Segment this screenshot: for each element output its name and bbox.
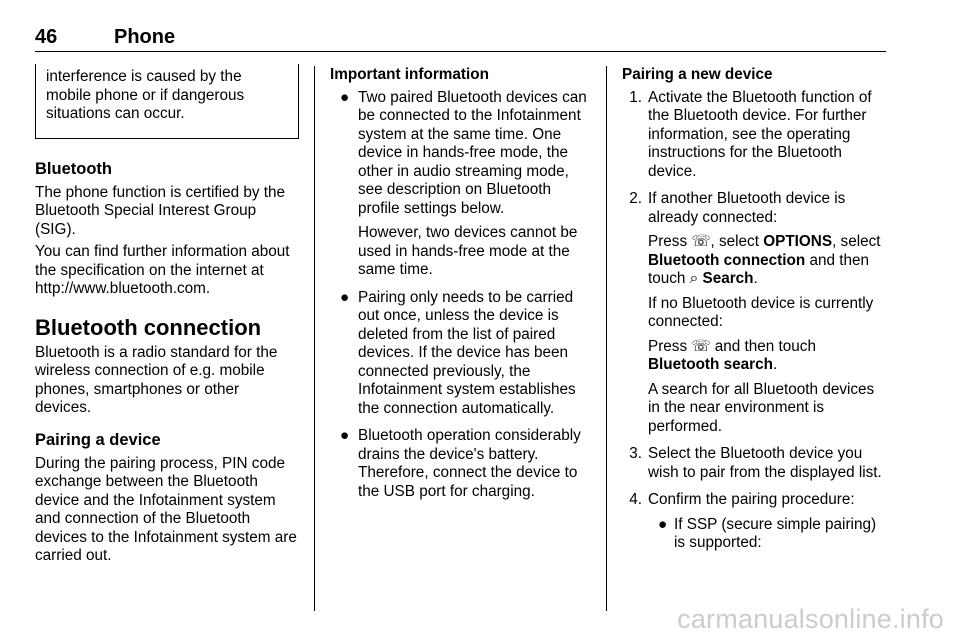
and-then-word: and then (809, 251, 870, 269)
step-4-sublist (648, 516, 888, 553)
bluetooth-connection-heading: Bluetooth connection (35, 314, 262, 340)
phone-icon: ☏ (691, 233, 711, 250)
bluetooth-heading: Bluetooth (35, 159, 112, 178)
bluetooth-paragraph-2: You can find further information about the specification on the internet at http://www.bluetooth.com. (35, 243, 290, 297)
step-number: 1. (629, 88, 642, 106)
period: . (753, 270, 758, 287)
note-text: interference is caused by the mobile phone or if dangerous situations can occur. (46, 68, 245, 122)
select-word: , select (710, 233, 759, 250)
step-4-text: Confirm the pairing procedure: (648, 491, 855, 508)
pairing-steps (622, 89, 888, 553)
bullet-3-text: Bluetooth operation considerably drains the device's battery. Therefore, connect the device to the USB port for charging. (358, 427, 581, 500)
options-label: OPTIONS (763, 233, 833, 250)
bullet-1-text: Two paired Bluetooth devices can be connected to the Infotainment system at the same time. One device in hands-free mode, the other in audio streaming mode, see description on Bluetooth profile settings below. (358, 88, 587, 217)
column-divider-right (606, 66, 607, 611)
press-word: Press (648, 233, 688, 250)
list-item (330, 89, 594, 280)
watermark: carmanualsonline.info (677, 604, 944, 634)
column-divider-left (314, 66, 315, 611)
bluetooth-connection-paragraph: Bluetooth is a radio standard for the wireless connection of e.g. mobile phones, smartphones or other devices. (35, 343, 278, 416)
step-2-instruction (648, 233, 888, 289)
list-item (648, 516, 888, 553)
bluetooth-connection-label: Bluetooth connection (648, 251, 806, 269)
step-number: 3. (629, 445, 642, 462)
bullet-icon: ● (658, 515, 668, 533)
and-then-touch-word: and then touch (714, 337, 816, 355)
list-item (622, 445, 888, 482)
bullet-2-text: Pairing only needs to be carried out once, unless the device is deleted from the list of paired devices. If the device has been connected previously, the Infotainment system establishes the connection automatically. (358, 288, 576, 417)
important-info-heading: Important information (330, 66, 489, 83)
bullet-icon: ● (340, 427, 350, 444)
column-right (622, 66, 888, 562)
bullet-1-text-2: However, two devices cannot be used in hands-free mode at the same time. (358, 224, 578, 278)
step-2-text-5: A search for all Bluetooth devices in the near environment is performed. (648, 380, 875, 435)
step-2-text: If another Bluetooth device is already connected: (648, 190, 846, 226)
pairing-heading: Pairing a device (35, 430, 161, 449)
bullet-icon: ● (340, 288, 350, 306)
step-number: 4. (629, 491, 642, 508)
page-number: 46 (35, 26, 58, 48)
period: . (772, 356, 778, 373)
column-middle (330, 66, 594, 510)
list-item (622, 89, 888, 182)
page-header (35, 26, 886, 52)
bullet-icon: ● (340, 88, 350, 106)
list-item (622, 190, 888, 436)
step-2-instruction-2 (648, 338, 888, 375)
step-3-text: Select the Bluetooth device you wish to pair from the displayed list. (648, 445, 882, 481)
bluetooth-search-label: Bluetooth search (648, 356, 773, 373)
step-4-bullet-text: If SSP (secure simple pairing) is supported: (674, 515, 877, 551)
important-info-list (330, 89, 594, 502)
press-word: Press (648, 337, 688, 355)
section-title: Phone (114, 26, 176, 48)
touch-word: touch (648, 270, 686, 287)
list-item (330, 427, 594, 501)
bluetooth-paragraph-1: The phone function is certified by the Bluetooth Special Interest Group (SIG). (35, 183, 286, 238)
list-item (622, 491, 888, 553)
pairing-new-device-heading: Pairing a new device (622, 66, 773, 83)
pairing-paragraph: During the pairing process, PIN code exchange between the Bluetooth device and the Infotainment system and connection of the Bluetooth devices to the Infotainment system are carried out. (35, 454, 297, 564)
step-1-text: Activate the Bluetooth function of the Bluetooth device. For further information, see the operating instructions for the Bluetooth device. (648, 88, 872, 180)
search-label: Search (702, 270, 754, 287)
list-item (330, 289, 594, 419)
step-2-text-3: If no Bluetooth device is currently connected: (648, 294, 874, 330)
column-left (35, 64, 299, 570)
select-word-2: , select (832, 233, 881, 250)
step-number: 2. (629, 190, 642, 207)
search-icon: ⌕ (689, 270, 699, 287)
phone-icon: ☏ (691, 337, 711, 355)
note-box (35, 64, 299, 139)
